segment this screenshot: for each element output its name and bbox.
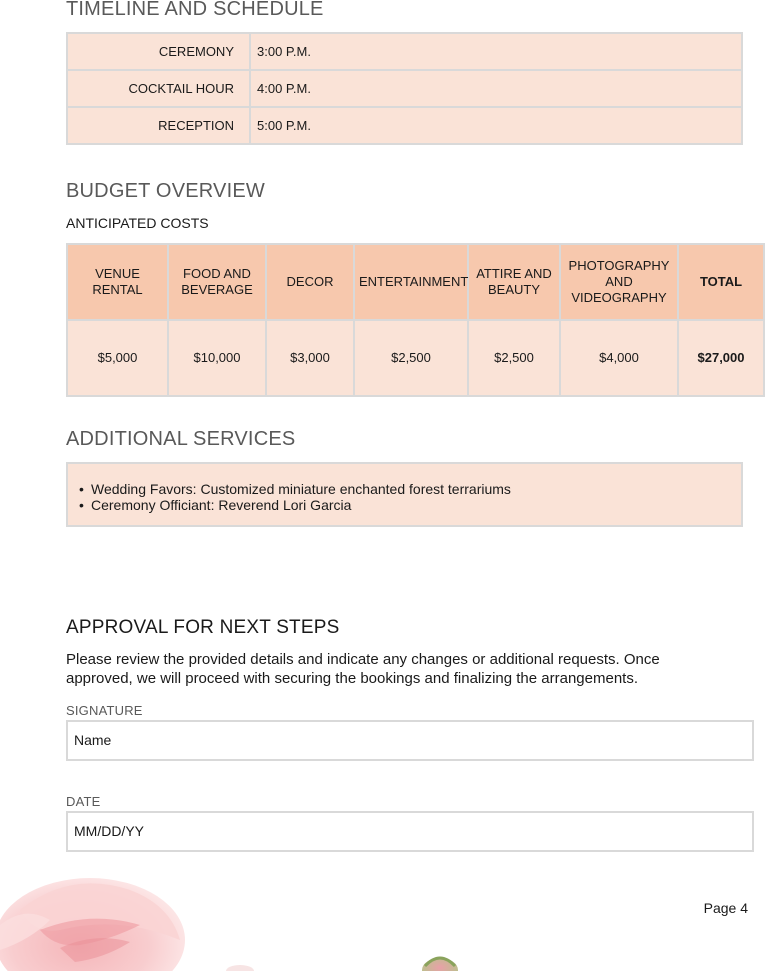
- timeline-label-cocktail-hour: COCKTAIL HOUR: [67, 70, 250, 107]
- budget-table: [66, 243, 765, 397]
- signature-field[interactable]: [66, 720, 754, 761]
- timeline-time-reception: 5:00 P.M.: [250, 107, 742, 144]
- budget-header-row: [67, 244, 764, 320]
- budget-value-food-and-beverage: $10,000: [168, 320, 266, 396]
- budget-col-food-and-beverage: FOOD AND BEVERAGE: [168, 244, 266, 320]
- approval-heading: APPROVAL FOR NEXT STEPS: [66, 617, 340, 638]
- budget-col-decor: DECOR: [266, 244, 354, 320]
- budget-values-row: [67, 320, 764, 396]
- budget-value-total: $27,000: [678, 320, 764, 396]
- signature-placeholder: Name: [74, 732, 112, 748]
- table-row: [67, 70, 742, 107]
- budget-col-attire-and-beauty: ATTIRE AND BEAUTY: [468, 244, 560, 320]
- budget-col-entertainment: ENTERTAINMENT: [354, 244, 468, 320]
- budget-value-attire-and-beauty: $2,500: [468, 320, 560, 396]
- table-row: [67, 107, 742, 144]
- budget-value-decor: $3,000: [266, 320, 354, 396]
- date-field[interactable]: [66, 811, 754, 852]
- budget-value-photography: $4,000: [560, 320, 678, 396]
- date-placeholder: MM/DD/YY: [74, 823, 144, 839]
- services-heading: ADDITIONAL SERVICES: [66, 428, 296, 450]
- signature-label: SIGNATURE: [66, 703, 143, 718]
- anticipated-costs-subheading: ANTICIPATED COSTS: [66, 215, 209, 231]
- timeline-time-ceremony: 3:00 P.M.: [250, 33, 742, 70]
- timeline-label-reception: RECEPTION: [67, 107, 250, 144]
- budget-value-venue-rental: $5,000: [67, 320, 168, 396]
- table-row: [67, 33, 742, 70]
- approval-paragraph: Please review the provided details and indicate any changes or additional requests. Once approved, we will proceed with securing the bookings and finalizing the arrangements.: [66, 651, 660, 687]
- timeline-heading: TIMELINE AND SCHEDULE: [66, 0, 324, 20]
- budget-col-total: TOTAL: [678, 244, 764, 320]
- budget-col-venue-rental: VENUE RENTAL: [67, 244, 168, 320]
- list-item: • Wedding Favors: Customized miniature enchanted forest terrariums: [90, 481, 741, 497]
- timeline-time-cocktail-hour: 4:00 P.M.: [250, 70, 742, 107]
- budget-value-entertainment: $2,500: [354, 320, 468, 396]
- flower-icon: [0, 870, 480, 971]
- budget-col-photography: PHOTOGRAPHY AND VIDEOGRAPHY: [560, 244, 678, 320]
- page-number: Page 4: [703, 900, 748, 916]
- services-box: [66, 462, 743, 527]
- services-list: [68, 464, 741, 513]
- date-label: DATE: [66, 794, 101, 809]
- budget-heading: BUDGET OVERVIEW: [66, 180, 265, 202]
- timeline-label-ceremony: CEREMONY: [67, 33, 250, 70]
- list-item: • Ceremony Officiant: Reverend Lori Garcia: [90, 497, 741, 513]
- timeline-table: [66, 32, 743, 145]
